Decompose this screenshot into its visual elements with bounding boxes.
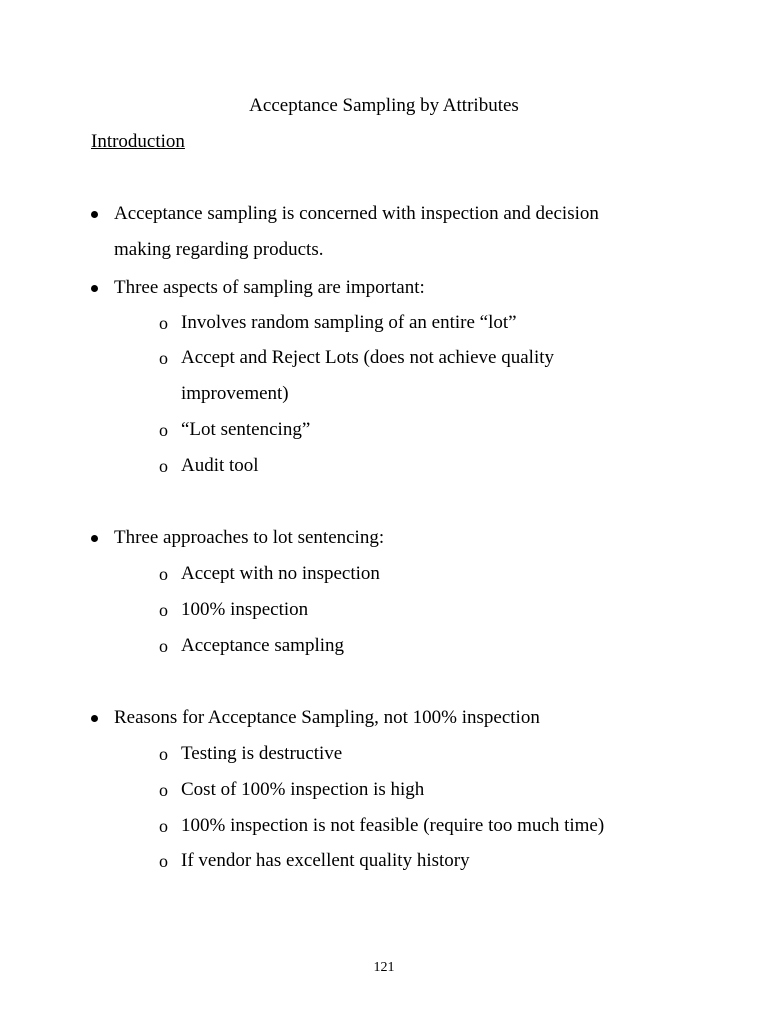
bullet-dot [91, 211, 98, 218]
sub-item-marker: o [159, 600, 168, 620]
sub-item-text: If vendor has excellent quality history [181, 850, 470, 871]
bullet-text: Acceptance sampling is concerned with inspection and decision [114, 203, 599, 224]
sub-item-text: Acceptance sampling [181, 635, 345, 656]
sub-item-marker: o [159, 636, 168, 656]
bullet-dot [91, 715, 98, 722]
sub-item-text: Testing is destructive [181, 743, 343, 764]
sub-item-marker: o [159, 420, 168, 440]
sub-item-marker: o [159, 313, 168, 333]
bullet-text: Reasons for Acceptance Sampling, not 100% inspection [114, 707, 540, 728]
page-number: 121 [373, 960, 395, 975]
sub-item-marker: o [159, 780, 168, 800]
sub-item-text: improvement) [181, 383, 289, 404]
bullet-text: Three aspects of sampling are important: [114, 277, 425, 298]
sub-item-text: 100% inspection is not feasible (require too much time) [181, 815, 605, 836]
section-heading: Introduction [91, 131, 185, 152]
sub-item-marker: o [159, 456, 168, 476]
sub-item-text: Accept and Reject Lots (does not achieve quality [181, 347, 555, 368]
sub-item-text: “Lot sentencing” [181, 419, 311, 440]
sub-item-marker: o [159, 816, 168, 836]
sub-item-marker: o [159, 744, 168, 764]
sub-item-text: Involves random sampling of an entire “lot” [181, 312, 517, 333]
sub-item-marker: o [159, 348, 168, 368]
sub-item-marker: o [159, 564, 168, 584]
sub-item-text: Accept with no inspection [181, 563, 380, 584]
bullet-dot [91, 535, 98, 542]
sub-item-marker: o [159, 851, 168, 871]
bullet-text: Three approaches to lot sentencing: [114, 527, 385, 548]
bullet-text: making regarding products. [114, 239, 324, 260]
sub-item-text: 100% inspection [181, 599, 309, 620]
page-title: Acceptance Sampling by Attributes [249, 95, 519, 116]
sub-item-text: Cost of 100% inspection is high [181, 779, 425, 800]
sub-item-text: Audit tool [181, 455, 259, 476]
bullet-dot [91, 285, 98, 292]
